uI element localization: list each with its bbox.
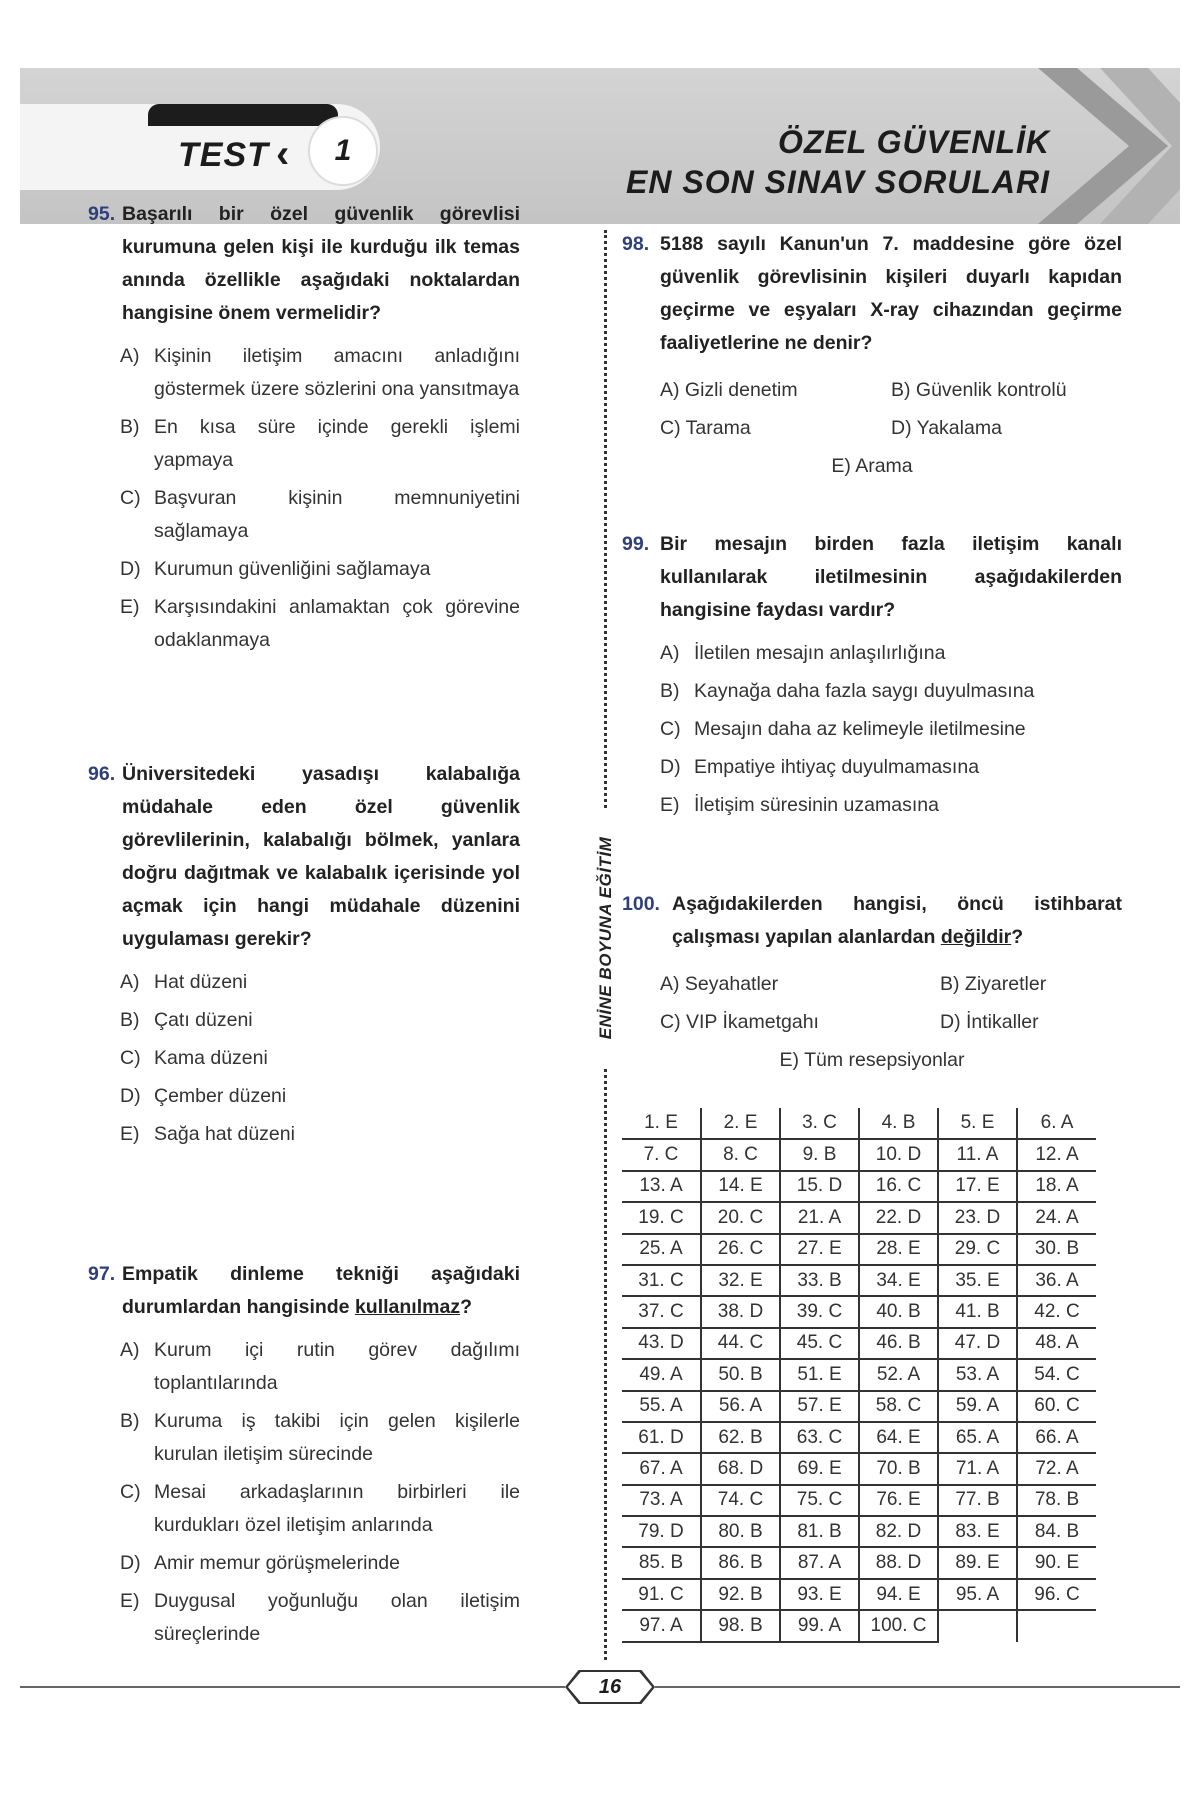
stem-text: Aşağıdakilerden hangisi, öncü istihbarat çalışması yapılan alanlardan [672,893,1122,948]
answer-cell: 13. A [622,1171,701,1202]
option-text: Sağa hat düzeni [154,1123,295,1145]
option-letter: C) [660,1011,681,1033]
option-letter: E) [831,455,851,477]
answer-cell: 85. B [622,1547,701,1578]
answer-row [622,1328,1096,1359]
answer-cell: 77. B [938,1485,1017,1516]
answer-cell: 73. A [622,1485,701,1516]
answer-cell: 23. D [938,1202,1017,1233]
test-label: TEST [178,136,269,174]
option-text: VIP İkametgahı [686,1011,819,1033]
question-stem [88,1258,520,1324]
question-100 [622,888,1122,1077]
answer-cell: 95. A [938,1579,1017,1610]
answer-cell: 61. D [622,1422,701,1453]
option-e[interactable] [120,591,520,657]
answer-cell: 52. A [859,1359,938,1390]
option-d[interactable] [120,553,520,586]
question-stem: 5188 sayılı Kanun'un 7. maddesine göre özel güvenlik görevlisinin kişileri duyarlı kapıdan geçirme ve eşyaları X-ray cihazından geçirme faaliyetlerine ne denir? [660,233,1122,354]
answer-cell: 9. B [780,1139,859,1170]
answer-cell: 20. C [701,1202,780,1233]
answer-cell: 16. C [859,1171,938,1202]
option-text: Yakalama [916,417,1002,439]
options-list [660,637,1122,822]
answer-cell: 59. A [938,1391,1017,1422]
option-text: Kurumun güvenliğini sağlamaya [154,558,431,580]
test-tab-decoration [148,104,338,126]
question-stem: Bir mesajın birden fazla iletişim kanalı kullanılarak iletilmesinin aşağıdakilerden hangisine faydası vardır? [660,533,1122,621]
option-text: Kaynağa daha fazla saygı duyulmasına [694,680,1035,702]
answer-row [622,1547,1096,1578]
answer-cell: 83. E [938,1516,1017,1547]
answer-cell: 31. C [622,1265,701,1296]
option-letter: D) [940,1011,961,1033]
stem-end: ? [1011,926,1024,948]
option-text: Seyahatler [684,973,779,995]
question-number: 96. [88,763,116,785]
option-text: Empatiye ihtiyaç duyulmamasına [694,756,980,778]
option-c[interactable] [660,713,1122,746]
question-number: 99. [622,533,650,555]
option-text: Kama düzeni [154,1047,268,1069]
answer-cell: 74. C [701,1485,780,1516]
question-stem: Üniversitedeki yasadışı kalabalığa müdahale eden özel güvenlik görevlilerinin, kalabalığı bölmek, yanlara doğru dağıtmak ve kalabalık içerisinde yol açmak için hangi müdahale düzenini uygulaması gerekir? [122,763,520,950]
option-e[interactable] [622,1044,1122,1077]
answer-cell: 35. E [938,1265,1017,1296]
answer-cell: 76. E [859,1485,938,1516]
option-text: Tarama [685,417,751,439]
answer-cell: 25. A [622,1234,701,1265]
options-list [120,966,520,1151]
answer-cell: 57. E [780,1391,859,1422]
option-text: Kurum içi rutin görev dağılımı toplantılarında [154,1339,520,1394]
option-letter: B) [660,680,680,702]
option-a[interactable] [660,637,1122,670]
option-letter: A) [660,379,680,401]
answer-cell: 65. A [938,1422,1017,1453]
option-e[interactable] [120,1118,520,1151]
option-text: İletişim süresinin uzamasına [694,794,939,816]
page-badge [565,1670,655,1704]
answer-row [622,1391,1096,1422]
answer-cell: 8. C [701,1139,780,1170]
answer-cell: 68. D [701,1453,780,1484]
option-text: Çatı düzeni [154,1009,253,1031]
option-letter: A) [660,642,680,664]
page-title [626,122,1050,202]
answer-cell: 60. C [1017,1391,1096,1422]
option-b[interactable] [940,968,1122,1001]
answer-cell: 78. B [1017,1485,1096,1516]
stem-end: ? [460,1296,472,1318]
answer-cell: 27. E [780,1234,859,1265]
title-line-2: EN SON SINAV SORULARI [626,164,1050,200]
option-b[interactable] [120,411,520,477]
answer-cell: 90. E [1017,1547,1096,1578]
answer-cell [938,1610,1017,1641]
options-list [120,1334,520,1651]
answer-row [622,1296,1096,1327]
option-letter: C) [660,718,681,740]
option-letter: D) [660,756,681,778]
option-c[interactable] [120,482,520,548]
answer-cell: 47. D [938,1328,1017,1359]
option-a[interactable] [660,374,891,407]
title-line-1: ÖZEL GÜVENLİK [778,124,1050,160]
option-text: En kısa süre içinde gerekli işlemi yapmaya [154,416,520,471]
answer-cell: 33. B [780,1265,859,1296]
answer-cell: 6. A [1017,1108,1096,1139]
option-text: Duygusal yoğunluğu olan iletişim süreçlerinde [154,1590,520,1645]
answer-cell: 46. B [859,1328,938,1359]
question-98 [622,228,1122,483]
option-text: Arama [855,455,913,477]
answer-cell: 93. E [780,1579,859,1610]
option-letter: E) [120,596,140,618]
option-d[interactable] [120,1080,520,1113]
answer-cell: 100. C [859,1610,938,1641]
answer-cell: 39. C [780,1296,859,1327]
answer-cell: 18. A [1017,1171,1096,1202]
answer-row [622,1108,1096,1139]
option-letter: B) [120,1410,140,1432]
answer-cell: 84. B [1017,1516,1096,1547]
answer-cell: 5. E [938,1108,1017,1139]
option-letter: C) [120,487,141,509]
option-text: Tüm resepsiyonlar [804,1049,965,1071]
option-b[interactable] [120,1004,520,1037]
question-number: 97. [88,1263,116,1285]
answer-cell: 37. C [622,1296,701,1327]
option-letter: A) [120,971,140,993]
options-list [660,374,1122,445]
option-letter: B) [120,416,140,438]
option-a[interactable] [120,340,520,406]
answer-cell: 71. A [938,1453,1017,1484]
option-letter: D) [120,558,141,580]
answer-cell: 87. A [780,1547,859,1578]
option-letter: E) [120,1123,140,1145]
answer-cell: 19. C [622,1202,701,1233]
answer-cell: 44. C [701,1328,780,1359]
option-e[interactable] [120,1585,520,1651]
answer-cell: 15. D [780,1171,859,1202]
option-d[interactable] [660,751,1122,784]
question-96 [88,758,520,1156]
test-number: 1 [308,116,378,186]
option-text: Kişinin iletişim amacını anladığını göstermek üzere sözlerini ona yansıtmaya [154,345,520,400]
answer-cell: 98. B [701,1610,780,1641]
answer-cell: 36. A [1017,1265,1096,1296]
answer-cell: 89. E [938,1547,1017,1578]
answer-cell: 63. C [780,1422,859,1453]
answer-row [622,1234,1096,1265]
option-text: Gizli denetim [684,379,798,401]
option-text: Kuruma iş takibi için gelen kişilerle kurulan iletişim sürecinde [154,1410,520,1465]
question-number: 100. [622,893,660,915]
answer-cell: 69. E [780,1453,859,1484]
answer-cell: 66. A [1017,1422,1096,1453]
answer-cell: 50. B [701,1359,780,1390]
option-b[interactable] [660,675,1122,708]
answer-cell: 17. E [938,1171,1017,1202]
answer-cell: 24. A [1017,1202,1096,1233]
stem-text: Empatik dinleme tekniği aşağıdaki durumlardan hangisinde [122,1263,520,1318]
answer-row [622,1516,1096,1547]
page-number: 16 [598,1675,622,1698]
answer-cell: 11. A [938,1139,1017,1170]
answer-cell: 86. B [701,1547,780,1578]
answer-cell [1017,1610,1096,1641]
answer-cell: 75. C [780,1485,859,1516]
answer-cell: 70. B [859,1453,938,1484]
option-letter: D) [120,1552,141,1574]
option-text: Başvuran kişinin memnuniyetini sağlamaya [154,487,520,542]
answer-cell: 2. E [701,1108,780,1139]
answer-cell: 88. D [859,1547,938,1578]
answer-cell: 32. E [701,1265,780,1296]
option-text: Hat düzeni [154,971,248,993]
answer-cell: 22. D [859,1202,938,1233]
option-c[interactable] [120,1476,520,1542]
answer-cell: 4. B [859,1108,938,1139]
option-c[interactable] [660,1006,940,1039]
answer-cell: 29. C [938,1234,1017,1265]
answer-cell: 99. A [780,1610,859,1641]
answer-cell: 26. C [701,1234,780,1265]
answer-cell: 67. A [622,1453,701,1484]
option-text: Amir memur görüşmelerinde [154,1552,400,1574]
option-text: Güvenlik kontrolü [915,379,1067,401]
option-letter: A) [660,973,680,995]
option-e[interactable] [660,789,1122,822]
answer-cell: 48. A [1017,1328,1096,1359]
option-letter: C) [120,1047,141,1069]
answer-row [622,1139,1096,1170]
answer-cell: 79. D [622,1516,701,1547]
stem-underlined: değildir [940,926,1012,948]
answer-cell: 14. E [701,1171,780,1202]
option-e[interactable] [622,450,1122,483]
option-text: İntikaller [966,1011,1039,1033]
option-letter: A) [120,345,140,367]
answer-cell: 56. A [701,1391,780,1422]
option-b[interactable] [891,374,1122,407]
question-stem: Başarılı bir özel güvenlik görevlisi kurumuna gelen kişi ile kurduğu ilk temas anında özellikle aşağıdaki noktalardan hangisine önem vermelidir? [122,203,520,324]
answer-cell: 40. B [859,1296,938,1327]
answer-key-table [622,1108,1096,1643]
option-letter: C) [120,1481,141,1503]
answer-cell: 94. E [859,1579,938,1610]
answer-cell: 81. B [780,1516,859,1547]
answer-cell: 92. B [701,1579,780,1610]
answer-row [622,1202,1096,1233]
answer-cell: 41. B [938,1296,1017,1327]
chevron-left-icon: ‹ [276,132,290,176]
answer-row [622,1422,1096,1453]
option-d[interactable] [120,1547,520,1580]
answer-cell: 91. C [622,1579,701,1610]
options-list [120,340,520,657]
option-c[interactable] [120,1042,520,1075]
answer-cell: 55. A [622,1391,701,1422]
answer-cell: 12. A [1017,1139,1096,1170]
answer-cell: 82. D [859,1516,938,1547]
question-99 [622,528,1122,827]
option-d[interactable] [891,412,1122,445]
answer-cell: 45. C [780,1328,859,1359]
answer-cell: 80. B [701,1516,780,1547]
stem-underlined: kullanılmaz [354,1296,461,1318]
option-letter: B) [891,379,911,401]
question-95 [88,198,520,662]
option-text: Karşısındakini anlamaktan çok görevine odaklanmaya [154,596,520,651]
option-letter: B) [940,973,960,995]
answer-cell: 10. D [859,1139,938,1170]
answer-row [622,1359,1096,1390]
answer-cell: 21. A [780,1202,859,1233]
answer-cell: 1. E [622,1108,701,1139]
option-letter: D) [120,1085,141,1107]
question-stem [622,888,1122,954]
side-label: ENİNE BOYUNA EĞİTİM [596,836,615,1040]
answer-cell: 58. C [859,1391,938,1422]
options-list [660,968,1122,1039]
option-text: Mesajın daha az kelimeyle iletilmesine [694,718,1026,740]
option-a[interactable] [120,966,520,999]
answer-cell: 53. A [938,1359,1017,1390]
answer-cell: 54. C [1017,1359,1096,1390]
option-letter: E) [120,1590,140,1612]
answer-cell: 28. E [859,1234,938,1265]
option-letter: B) [120,1009,140,1031]
answer-cell: 43. D [622,1328,701,1359]
answer-cell: 64. E [859,1422,938,1453]
answer-cell: 7. C [622,1139,701,1170]
question-97 [88,1258,520,1656]
answer-cell: 3. C [780,1108,859,1139]
option-letter: D) [891,417,912,439]
option-text: Mesai arkadaşlarının birbirleri ile kurdukları özel iletişim anlarında [154,1481,520,1536]
answer-cell: 51. E [780,1359,859,1390]
answer-cell: 38. D [701,1296,780,1327]
answer-row [622,1265,1096,1296]
answer-cell: 72. A [1017,1453,1096,1484]
option-letter: E) [779,1049,800,1071]
answer-cell: 97. A [622,1610,701,1641]
answer-cell: 34. E [859,1265,938,1296]
option-letter: A) [120,1339,140,1361]
answer-cell: 96. C [1017,1579,1096,1610]
option-c[interactable] [660,412,891,445]
answer-row [622,1453,1096,1484]
answer-cell: 42. C [1017,1296,1096,1327]
answer-cell: 62. B [701,1422,780,1453]
question-number: 95. [88,203,116,225]
option-text: Çember düzeni [154,1085,287,1107]
answer-cell: 30. B [1017,1234,1096,1265]
option-d[interactable] [940,1006,1122,1039]
answer-row [622,1171,1096,1202]
option-a[interactable] [120,1334,520,1400]
answer-row [622,1485,1096,1516]
option-letter: E) [660,794,680,816]
option-letter: C) [660,417,681,439]
answer-cell: 49. A [622,1359,701,1390]
question-number: 98. [622,233,650,255]
option-b[interactable] [120,1405,520,1471]
option-text: İletilen mesajın anlaşılırlığına [694,642,946,664]
answer-row [622,1610,1096,1641]
answer-row [622,1579,1096,1610]
option-a[interactable] [660,968,940,1001]
option-text: Ziyaretler [964,973,1047,995]
